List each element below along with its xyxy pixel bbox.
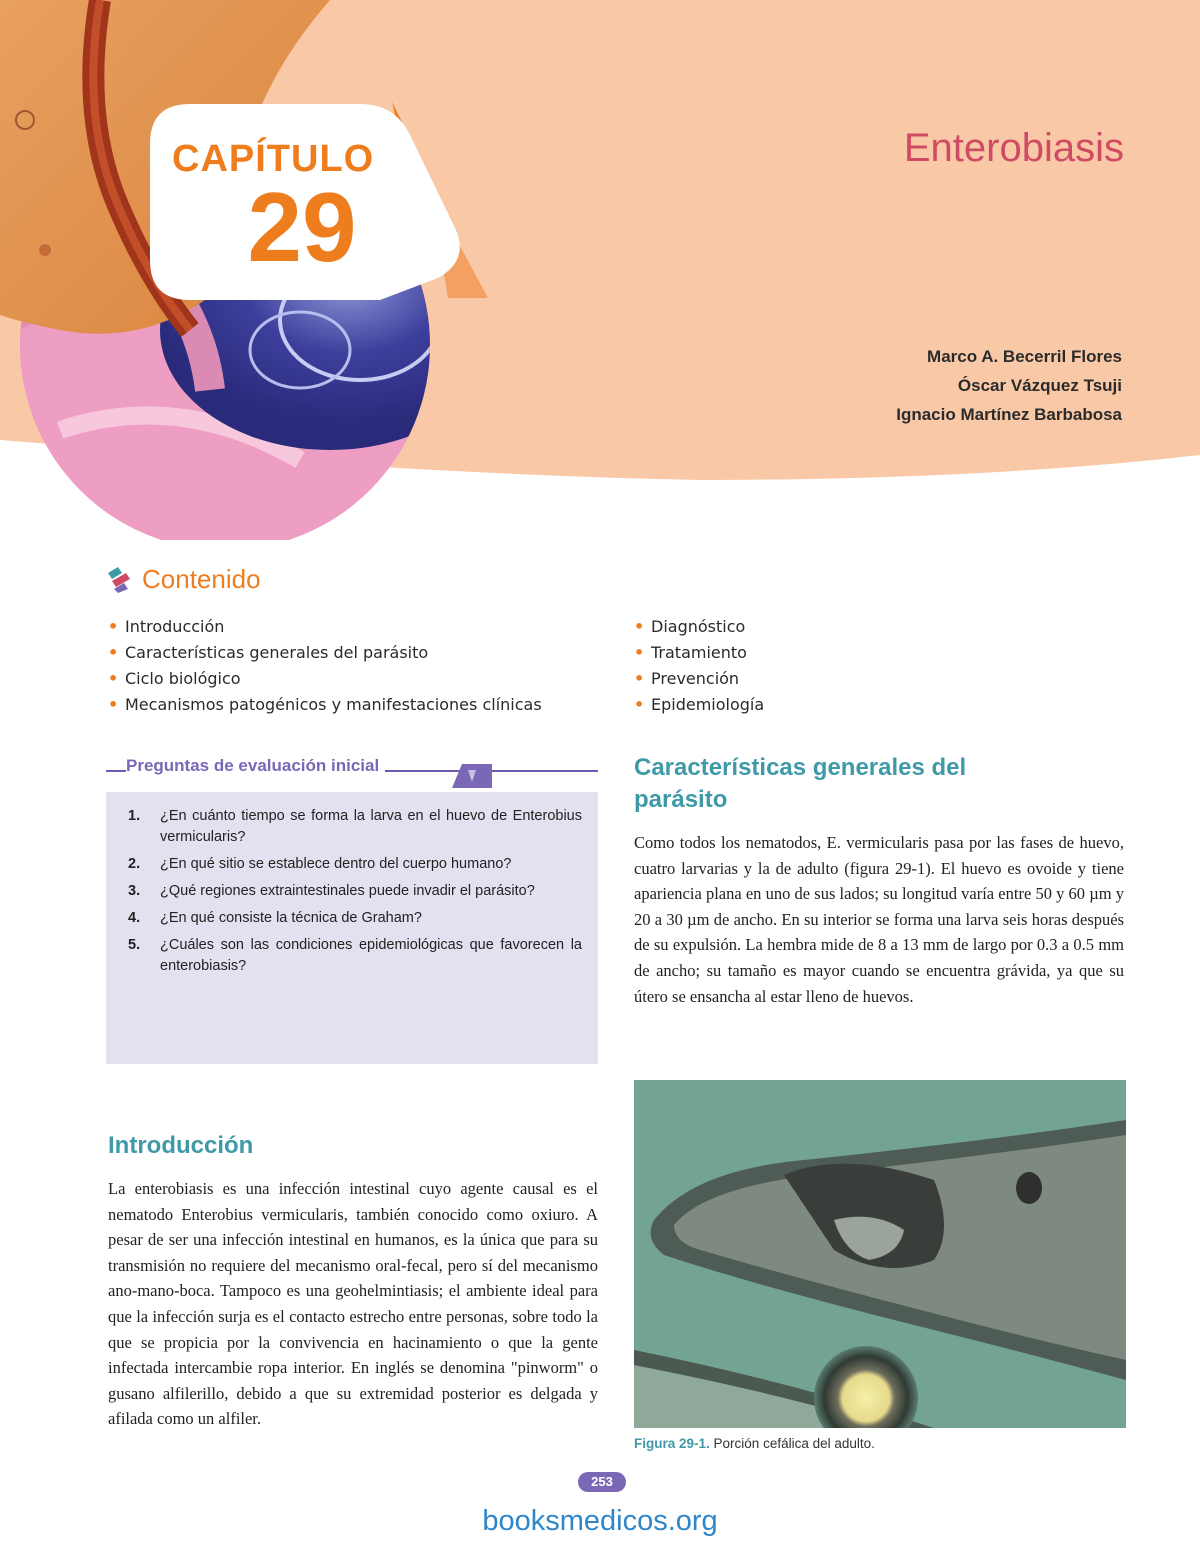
contents-item[interactable]	[108, 692, 542, 718]
question-text: ¿Qué regiones extraintestinales puede invadir el parásito?	[160, 883, 535, 899]
bullet-icon: •	[108, 669, 119, 688]
bullet-icon: •	[634, 695, 645, 714]
contents-item[interactable]	[634, 692, 764, 718]
question-text: ¿En cuánto tiempo se forma la larva en el huevo de Enterobius vermicularis?	[160, 808, 582, 845]
contents-header	[104, 562, 261, 596]
figure-caption-text: Porción cefálica del adulto.	[713, 1436, 875, 1451]
figure-image	[634, 1080, 1126, 1428]
contents-title: Contenido	[142, 563, 261, 594]
contents-list-left	[108, 614, 542, 718]
figure-caption	[634, 1436, 875, 1451]
contents-item[interactable]	[634, 666, 764, 692]
contents-item-label: Características generales del parásito	[125, 643, 429, 662]
author-name: Ignacio Martínez Barbabosa	[896, 405, 1122, 424]
question-item	[122, 935, 582, 977]
contents-item-label: Introducción	[125, 617, 225, 636]
question-text: ¿En qué consiste la técnica de Graham?	[160, 910, 422, 926]
question-text: ¿En qué sitio se establece dentro del cuerpo humano?	[160, 856, 512, 872]
bullet-icon: •	[634, 669, 645, 688]
page-number: 253	[578, 1472, 626, 1492]
questions-list	[122, 806, 582, 983]
contents-item[interactable]	[634, 614, 764, 640]
bullet-icon: •	[634, 617, 645, 636]
pencil-icon	[452, 764, 492, 788]
contents-icon	[104, 565, 134, 593]
chapter-label: CAPÍTULO	[172, 138, 375, 180]
author-name: Óscar Vázquez Tsuji	[957, 376, 1122, 395]
question-number: 4.	[128, 910, 141, 926]
question-number: 5.	[128, 937, 141, 953]
chapter-banner	[0, 0, 1200, 540]
bullet-icon: •	[108, 617, 119, 636]
question-number: 1.	[128, 808, 141, 824]
bullet-icon: •	[108, 643, 119, 662]
contents-list-right	[634, 614, 764, 718]
question-number: 3.	[128, 883, 141, 899]
figure-label: Figura 29-1.	[634, 1436, 710, 1451]
questions-panel	[106, 792, 598, 1064]
contents-item[interactable]	[108, 614, 542, 640]
contents-item[interactable]	[108, 666, 542, 692]
question-item	[122, 854, 582, 875]
chapter-number: 29	[247, 172, 357, 282]
watermark-link[interactable]: booksmedicos.org	[482, 1505, 718, 1537]
bullet-icon: •	[634, 643, 645, 662]
contents-item-label: Ciclo biológico	[125, 669, 241, 688]
question-item	[122, 908, 582, 929]
contents-item[interactable]	[634, 640, 764, 666]
contents-item-label: Diagnóstico	[651, 617, 746, 636]
introduction-paragraph: La enterobiasis es una infección intestinal cuyo agente causal es el nematodo Enterobius vermicularis, también conocido como oxiuro. A pesar de ser una infección intestinal en humanos, es la única que para su transmisión no requiere del mecanismo oral-fecal, pero sí del mecanismo ano-mano-boca. Tampoco es una geohelmintiasis; el ambiente ideal para que la infección surja es el contacto estrecho entre personas, sobre todo la que se propicia por la convivencia en hacinamiento o que la gente infectada intercambie ropa interior. En inglés se denomina "pinworm" o gusano alfilerillo, debido a que su extremidad posterior es delgada y afilada como un alfiler.	[108, 1179, 598, 1429]
chapter-title: Enterobiasis	[903, 126, 1124, 170]
characteristics-heading: Características generales del parásito	[634, 754, 967, 813]
questions-box	[106, 756, 598, 1064]
contents-item-label: Prevención	[651, 669, 740, 688]
authors	[896, 342, 1122, 429]
contents-item-label: Tratamiento	[651, 643, 747, 662]
contents-item-label: Epidemiología	[651, 695, 765, 714]
question-item	[122, 881, 582, 902]
question-number: 2.	[128, 856, 141, 872]
contents-item[interactable]	[108, 640, 542, 666]
question-item	[122, 806, 582, 848]
questions-title: Preguntas de evaluación inicial	[126, 756, 385, 776]
introduction-heading: Introducción	[108, 1132, 254, 1159]
author-name: Marco A. Becerril Flores	[927, 347, 1122, 366]
contents-item-label: Mecanismos patogénicos y manifestaciones clínicas	[125, 695, 542, 714]
question-text: ¿Cuáles son las condiciones epidemiológicas que favorecen la enterobiasis?	[160, 937, 582, 974]
characteristics-paragraph: Como todos los nematodos, E. vermicularis pasa por las fases de huevo, cuatro larvarias y la de adulto (figura 29-1). El huevo es ovoide y tiene apariencia plana en uno de sus lados; su longitud varía entre 50 y 60 µm y 20 a 30 µm de ancho. En su interior se forma una larva seis horas después de su expulsión. La hembra mide de 8 a 13 mm de largo por 0.3 a 0.5 mm de ancho; su tamaño es mayor cuando se encuentra grávida, ya que su útero se ensancha al estar lleno de huevos.	[634, 833, 1124, 1006]
bullet-icon: •	[108, 695, 119, 714]
